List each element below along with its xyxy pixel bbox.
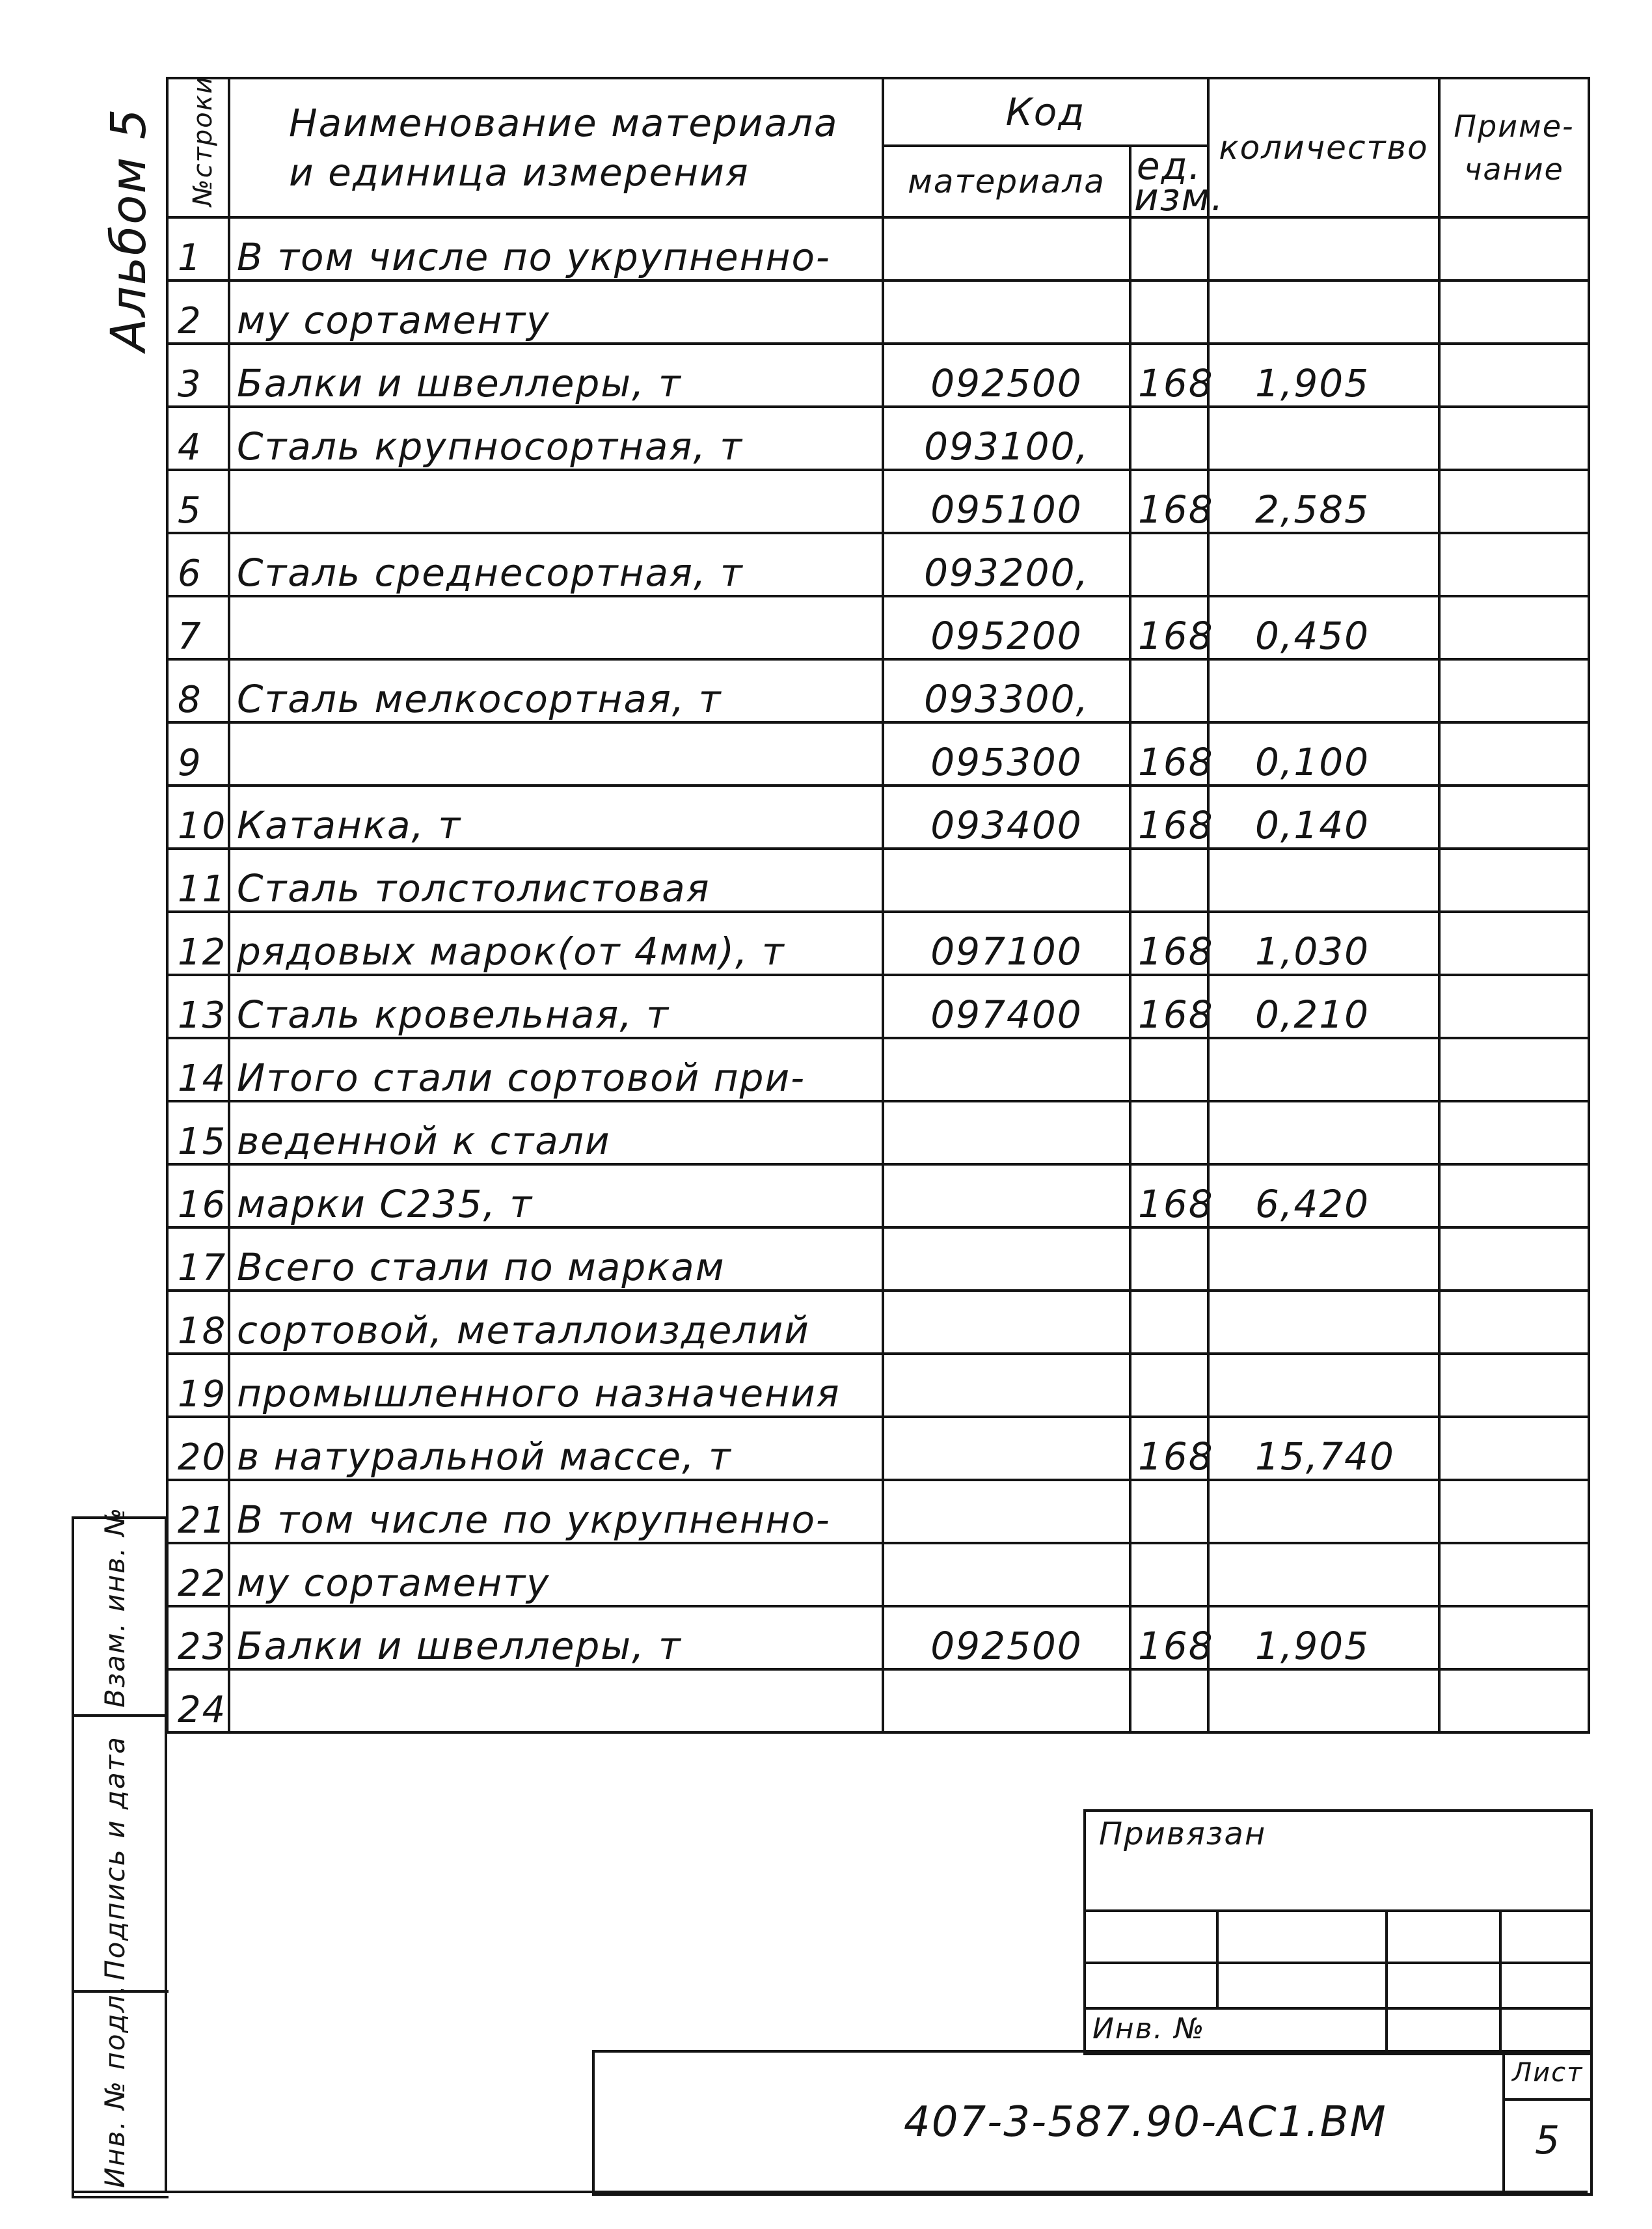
unit-code: 168 [1130, 1164, 1208, 1227]
row-number: 21 [167, 1480, 229, 1543]
material-name: Сталь крупносортная, т [229, 407, 883, 470]
quantity [1208, 217, 1439, 280]
table-row [167, 1417, 1589, 1480]
note [1439, 1606, 1589, 1669]
document-code: 407-3-587.90-АС1.ВМ [904, 2098, 1387, 2146]
table-row [167, 722, 1589, 786]
table-row [167, 1038, 1589, 1101]
unit-code [1130, 407, 1208, 470]
note [1439, 1038, 1589, 1101]
note [1439, 849, 1589, 912]
material-code [883, 217, 1130, 280]
row-number: 7 [167, 596, 229, 659]
material-name: Сталь толстолистовая [229, 849, 883, 912]
quantity: 1,905 [1208, 344, 1439, 407]
unit-code [1130, 1291, 1208, 1354]
quantity: 1,030 [1208, 912, 1439, 975]
inv-n-label: Инв. № [1092, 2012, 1206, 2045]
material-code: 092500 [883, 344, 1130, 407]
unit-code: 168 [1130, 786, 1208, 849]
quantity: 1,905 [1208, 1606, 1439, 1669]
material-name: марки С235, т [229, 1164, 883, 1227]
material-code [883, 1354, 1130, 1417]
quantity [1208, 1291, 1439, 1354]
header-code-unit: ед. изм. [1130, 146, 1208, 217]
note [1439, 786, 1589, 849]
note [1439, 1669, 1589, 1732]
privyazan-line-3 [1086, 2007, 1590, 2010]
note [1439, 1227, 1589, 1291]
row-number: 23 [167, 1606, 229, 1669]
privyazan-label: Привязан [1099, 1816, 1267, 1852]
note [1439, 1417, 1589, 1480]
material-code [883, 1164, 1130, 1227]
table-row [167, 1227, 1589, 1291]
material-code: 095100 [883, 470, 1130, 533]
material-name: му сортаменту [229, 280, 883, 344]
table-row [167, 407, 1589, 470]
quantity: 15,740 [1208, 1417, 1439, 1480]
row-number: 10 [167, 786, 229, 849]
unit-code [1130, 1480, 1208, 1543]
material-name: Балки и швеллеры, т [229, 344, 883, 407]
row-number: 24 [167, 1669, 229, 1732]
material-name [229, 596, 883, 659]
table-row [167, 786, 1589, 849]
left-margin-strip [72, 1506, 169, 2198]
material-code [883, 280, 1130, 344]
material-name: Катанка, т [229, 786, 883, 849]
row-number: 5 [167, 470, 229, 533]
note [1439, 1354, 1589, 1417]
row-number: 2 [167, 280, 229, 344]
row-number: 12 [167, 912, 229, 975]
strip-cell-inv-zam [74, 1506, 169, 1717]
header-name [229, 78, 883, 217]
material-name [229, 722, 883, 786]
quantity [1208, 849, 1439, 912]
note [1439, 596, 1589, 659]
material-name: промышленного назначения [229, 1354, 883, 1417]
table-row [167, 1480, 1589, 1543]
table-row [167, 849, 1589, 912]
table-row [167, 1606, 1589, 1669]
table-row [167, 217, 1589, 280]
material-code: 097100 [883, 912, 1130, 975]
quantity [1208, 1101, 1439, 1164]
material-code: 093100, [883, 407, 1130, 470]
privyazan-vline-3 [1499, 1909, 1502, 2053]
unit-code [1130, 659, 1208, 722]
header-row-no [167, 75, 229, 217]
strip-label-inv-zam: Взам. инв. № [99, 1506, 131, 1708]
row-number: 3 [167, 344, 229, 407]
row-number: 8 [167, 659, 229, 722]
row-number: 13 [167, 975, 229, 1038]
quantity [1208, 1543, 1439, 1606]
note [1439, 1291, 1589, 1354]
row-number: 19 [167, 1354, 229, 1417]
unit-code: 168 [1130, 1606, 1208, 1669]
material-name: Сталь мелкосортная, т [229, 659, 883, 722]
quantity: 0,100 [1208, 722, 1439, 786]
title-block [592, 2050, 1593, 2196]
unit-code [1130, 1543, 1208, 1606]
row-number: 17 [167, 1227, 229, 1291]
quantity [1208, 280, 1439, 344]
note [1439, 1164, 1589, 1227]
quantity [1208, 659, 1439, 722]
quantity [1208, 1669, 1439, 1732]
strip-right-border [165, 1516, 167, 2193]
note [1439, 975, 1589, 1038]
unit-code: 168 [1130, 344, 1208, 407]
material-name: В том числе по укрупненно- [229, 217, 883, 280]
material-name: Балки и швеллеры, т [229, 1606, 883, 1669]
material-name: в натуральной массе, т [229, 1417, 883, 1480]
row-number: 15 [167, 1101, 229, 1164]
material-code: 093300, [883, 659, 1130, 722]
quantity: 0,450 [1208, 596, 1439, 659]
table-row [167, 470, 1589, 533]
note [1439, 659, 1589, 722]
row-number: 14 [167, 1038, 229, 1101]
table-row [167, 1669, 1589, 1732]
strip-cell-sign-date [74, 1717, 169, 1993]
material-code [883, 1543, 1130, 1606]
quantity [1208, 1354, 1439, 1417]
quantity [1208, 1480, 1439, 1543]
privyazan-vline-1 [1216, 1909, 1219, 2007]
header-name-line1: Наименование материала [289, 101, 839, 145]
material-name: Сталь кровельная, т [229, 975, 883, 1038]
unit-code [1130, 849, 1208, 912]
row-number: 22 [167, 1543, 229, 1606]
privyazan-block [1083, 1809, 1593, 2055]
material-name: В том числе по укрупненно- [229, 1480, 883, 1543]
material-code: 097400 [883, 975, 1130, 1038]
table-row [167, 533, 1589, 596]
materials-table [166, 77, 1590, 1734]
row-number: 1 [167, 217, 229, 280]
header-name-line2: и единица измерения [289, 150, 750, 195]
note [1439, 344, 1589, 407]
quantity: 6,420 [1208, 1164, 1439, 1227]
row-number: 18 [167, 1291, 229, 1354]
sheet-label: Лист [1512, 2058, 1584, 2088]
quantity [1208, 533, 1439, 596]
unit-code [1130, 217, 1208, 280]
title-block-hline [1502, 2098, 1590, 2101]
header-note: Приме- чание [1439, 78, 1589, 217]
album-label: Альбом 5 [101, 107, 157, 351]
note [1439, 470, 1589, 533]
header-code-material: материала [883, 146, 1130, 217]
material-code [883, 1291, 1130, 1354]
unit-code [1130, 1038, 1208, 1101]
note [1439, 217, 1589, 280]
material-code: 095300 [883, 722, 1130, 786]
quantity [1208, 1227, 1439, 1291]
table-row [167, 975, 1589, 1038]
privyazan-line-2 [1086, 1962, 1590, 1964]
table-row [167, 659, 1589, 722]
material-code [883, 1227, 1130, 1291]
strip-cell-inv-podl [74, 1984, 169, 2193]
note [1439, 1101, 1589, 1164]
material-name: Всего стали по маркам [229, 1227, 883, 1291]
row-number: 16 [167, 1164, 229, 1227]
strip-label-inv-podl: Инв. № подл. [99, 1984, 131, 2188]
material-name: сортовой, металлоизделий [229, 1291, 883, 1354]
header-row-no-label: №строки [188, 75, 218, 206]
unit-code: 168 [1130, 975, 1208, 1038]
material-code: 093400 [883, 786, 1130, 849]
sheet-number: 5 [1535, 2118, 1562, 2163]
quantity [1208, 407, 1439, 470]
table-row [167, 1543, 1589, 1606]
table-row [167, 344, 1589, 407]
material-name: веденной к стали [229, 1101, 883, 1164]
header-quantity: количество [1208, 78, 1439, 217]
header-code: Код [883, 78, 1208, 146]
material-code: 093200, [883, 533, 1130, 596]
material-code [883, 849, 1130, 912]
note [1439, 533, 1589, 596]
unit-code [1130, 1227, 1208, 1291]
material-name [229, 470, 883, 533]
row-number: 6 [167, 533, 229, 596]
unit-code: 168 [1130, 722, 1208, 786]
material-code [883, 1480, 1130, 1543]
unit-code [1130, 1354, 1208, 1417]
material-name: му сортаменту [229, 1543, 883, 1606]
table-row [167, 1164, 1589, 1227]
table-row [167, 1291, 1589, 1354]
strip-label-sign-date: Подпись и дата [99, 1736, 131, 1980]
quantity: 2,585 [1208, 470, 1439, 533]
table-row [167, 280, 1589, 344]
unit-code [1130, 1669, 1208, 1732]
material-code [883, 1038, 1130, 1101]
unit-code: 168 [1130, 1417, 1208, 1480]
quantity: 0,210 [1208, 975, 1439, 1038]
unit-code [1130, 533, 1208, 596]
unit-code [1130, 1101, 1208, 1164]
row-number: 20 [167, 1417, 229, 1480]
row-number: 4 [167, 407, 229, 470]
note [1439, 722, 1589, 786]
table-row [167, 596, 1589, 659]
table-row [167, 1101, 1589, 1164]
note [1439, 280, 1589, 344]
material-name [229, 1669, 883, 1732]
title-block-vline [1502, 2053, 1505, 2193]
privyazan-vline-2 [1385, 1909, 1388, 2053]
note [1439, 1543, 1589, 1606]
material-name: рядовых марок(от 4мм), т [229, 912, 883, 975]
material-name: Итого стали сортовой при- [229, 1038, 883, 1101]
quantity: 0,140 [1208, 786, 1439, 849]
material-code [883, 1101, 1130, 1164]
material-code: 095200 [883, 596, 1130, 659]
row-number: 9 [167, 722, 229, 786]
material-code [883, 1417, 1130, 1480]
note [1439, 407, 1589, 470]
note [1439, 912, 1589, 975]
table-row [167, 912, 1589, 975]
unit-code [1130, 280, 1208, 344]
unit-code: 168 [1130, 912, 1208, 975]
privyazan-line-1 [1086, 1909, 1590, 1912]
row-number: 11 [167, 849, 229, 912]
unit-code: 168 [1130, 596, 1208, 659]
material-code [883, 1669, 1130, 1732]
table-row [167, 1354, 1589, 1417]
material-code: 092500 [883, 1606, 1130, 1669]
material-name: Сталь среднесортная, т [229, 533, 883, 596]
note [1439, 1480, 1589, 1543]
quantity [1208, 1038, 1439, 1101]
table-header-row-1 [167, 78, 1589, 146]
unit-code: 168 [1130, 470, 1208, 533]
